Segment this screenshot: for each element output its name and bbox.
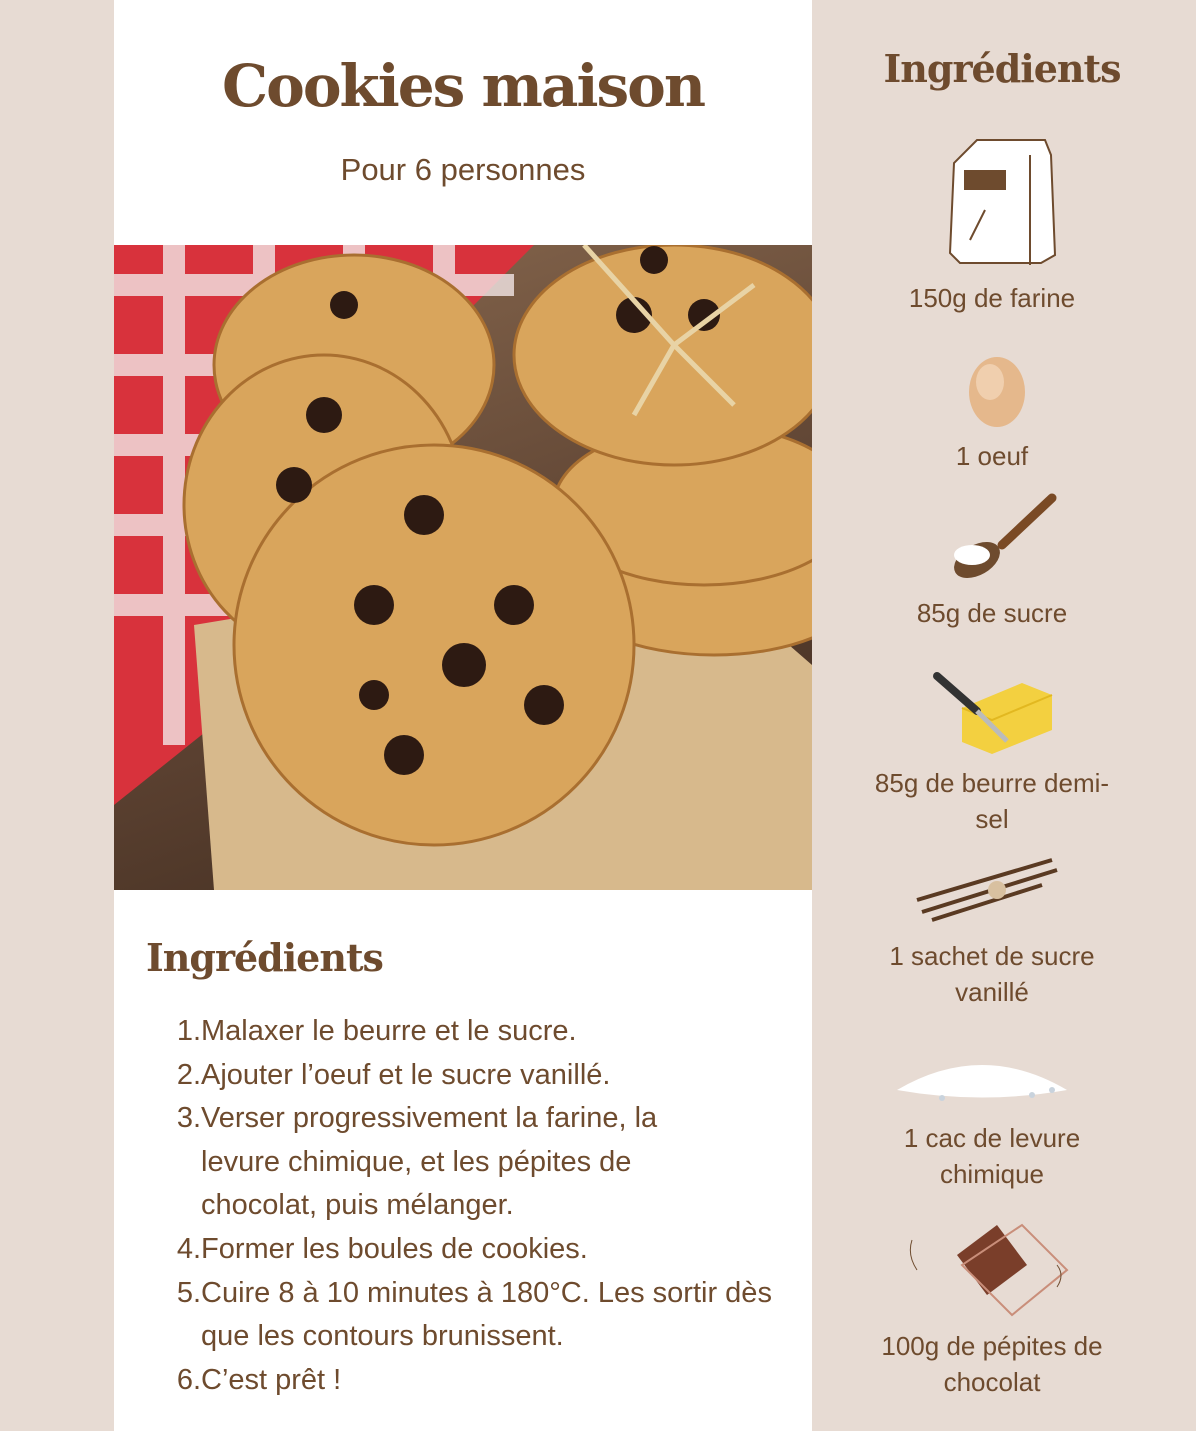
- ingredient-egg: 1 oeuf: [955, 441, 1029, 471]
- ingredient-flour: 150g de farine: [908, 283, 1076, 313]
- ingredients-heading: Ingrédients: [883, 46, 1121, 91]
- steps-heading: Ingrédients: [146, 935, 383, 980]
- ingredient-chocolate-chips: 100g de pépites de chocolat: [881, 1331, 1103, 1397]
- step-item: [164, 1359, 804, 1403]
- ingredient-baking-powder: 1 cac de levure chimique: [903, 1123, 1081, 1189]
- step-text: Ajouter l’oeuf et le sucre vanillé.: [201, 1058, 611, 1091]
- ingredient-sugar: 85g de sucre: [916, 598, 1068, 628]
- sugar-spoon-icon: [812, 490, 1196, 580]
- steps-list: [164, 1010, 804, 1402]
- servings: Pour 6 personnes: [340, 152, 586, 187]
- page-title: Cookies maison: [222, 52, 704, 120]
- step-text: Cuire 8 à 10 minutes à 180°C. Les sortir dès que les contours brunissent.: [201, 1276, 772, 1353]
- ingredients-sidebar: [812, 0, 1196, 1431]
- ingredient-vanilla-sugar: 1 sachet de sucre vanillé: [889, 941, 1095, 1007]
- step-item: [164, 1228, 804, 1272]
- step-number: 4.: [176, 1232, 201, 1265]
- step-number: 2.: [176, 1058, 201, 1091]
- baking-powder-icon: [812, 1040, 1196, 1115]
- step-number: 6.: [176, 1363, 201, 1396]
- step-number: 1.: [176, 1015, 201, 1047]
- step-item: [164, 1097, 804, 1228]
- step-item: [164, 1054, 804, 1098]
- step-number: 3.: [176, 1102, 201, 1135]
- chocolate-icon: [812, 1210, 1196, 1325]
- step-text: C’est prêt !: [201, 1363, 342, 1396]
- egg-icon: [812, 352, 1196, 432]
- butter-icon: [812, 668, 1196, 758]
- step-item: [164, 1272, 804, 1359]
- step-number: 5.: [176, 1276, 201, 1309]
- vanilla-icon: [812, 850, 1196, 930]
- step-item: [164, 1010, 804, 1054]
- step-text: Malaxer le beurre et le sucre.: [201, 1015, 577, 1047]
- flour-bag-icon: [812, 130, 1196, 270]
- step-text: Verser progressivement la farine, la levure chimique, et les pépites de chocolat, puis mélanger.: [201, 1102, 658, 1222]
- cookies-photo: [114, 245, 812, 890]
- step-text: Former les boules de cookies.: [201, 1232, 588, 1265]
- ingredient-butter: 85g de beurre demi-sel: [874, 768, 1110, 834]
- recipe-card: [114, 0, 812, 1431]
